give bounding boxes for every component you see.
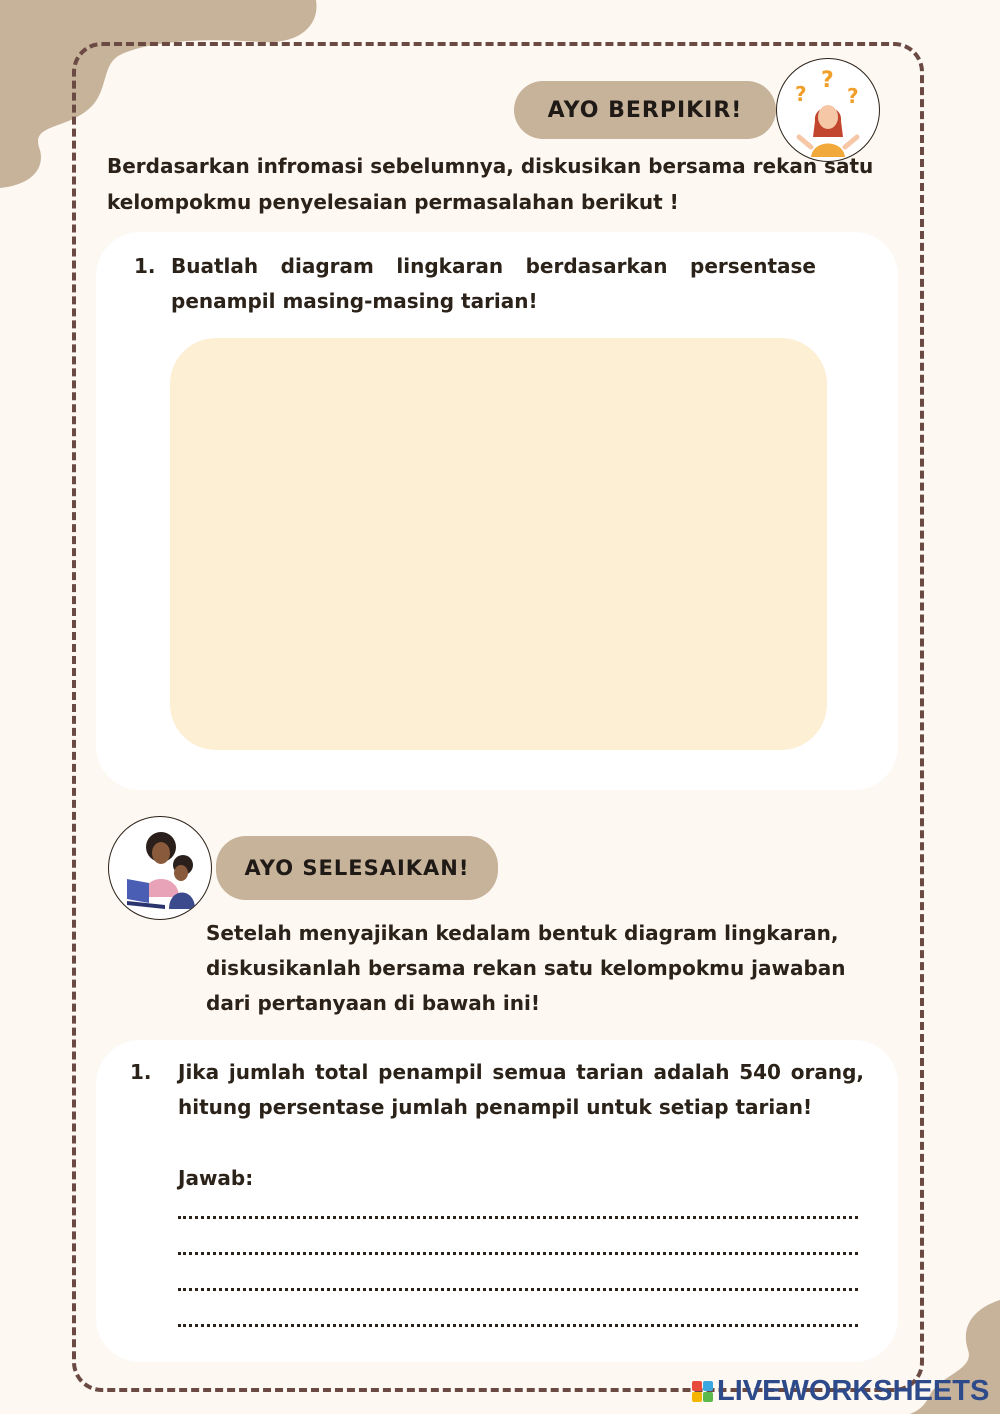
students-laptop-icon xyxy=(109,817,212,920)
svg-text:?: ? xyxy=(795,82,807,106)
students-laptop-avatar xyxy=(108,816,212,920)
question-text: Jika jumlah total penampil semua tarian adalah 540 orang, hitung persentase jumlah penampil untuk setiap tarian! xyxy=(178,1060,864,1119)
badge-label: AYO SELESAIKAN! xyxy=(244,856,470,880)
answer-label: Jawab: xyxy=(178,1166,254,1190)
liveworksheets-logo xyxy=(692,1373,989,1409)
section2-intro: Setelah menyajikan kedalam bentuk diagram lingkaran, diskusikanlah bersama rekan satu kelompokmu jawaban dari pertanyaan di bawah ini! xyxy=(206,921,846,1015)
thinking-girl-avatar xyxy=(776,58,880,162)
section1-intro: Berdasarkan infromasi sebelumnya, diskusikan bersama rekan satu kelompokmu penyelesaian permasalahan berikut ! xyxy=(107,154,874,214)
question-number: 1. xyxy=(130,1060,152,1084)
logo-text: LIVEWORKSHEETS xyxy=(717,1374,990,1407)
question-text: Buatlah diagram lingkaran berdasarkan persentase penampil masing-masing tarian! xyxy=(171,254,816,313)
ayo-selesaikan-badge xyxy=(216,836,498,900)
svg-text:?: ? xyxy=(847,84,859,108)
badge-label: AYO BERPIKIR! xyxy=(547,97,743,123)
svg-text:?: ? xyxy=(821,68,834,93)
ayo-berpikir-badge xyxy=(514,81,776,139)
question-number: 1. xyxy=(134,254,156,278)
liveworksheets-logo-icon xyxy=(692,1381,713,1402)
diagram-answer-box[interactable] xyxy=(170,338,827,750)
answer-line-3[interactable] xyxy=(178,1286,858,1291)
answer-line-4[interactable] xyxy=(178,1322,858,1327)
thinking-girl-icon xyxy=(777,59,880,162)
answer-line-2[interactable] xyxy=(178,1250,858,1255)
answer-line-1[interactable] xyxy=(178,1214,858,1219)
